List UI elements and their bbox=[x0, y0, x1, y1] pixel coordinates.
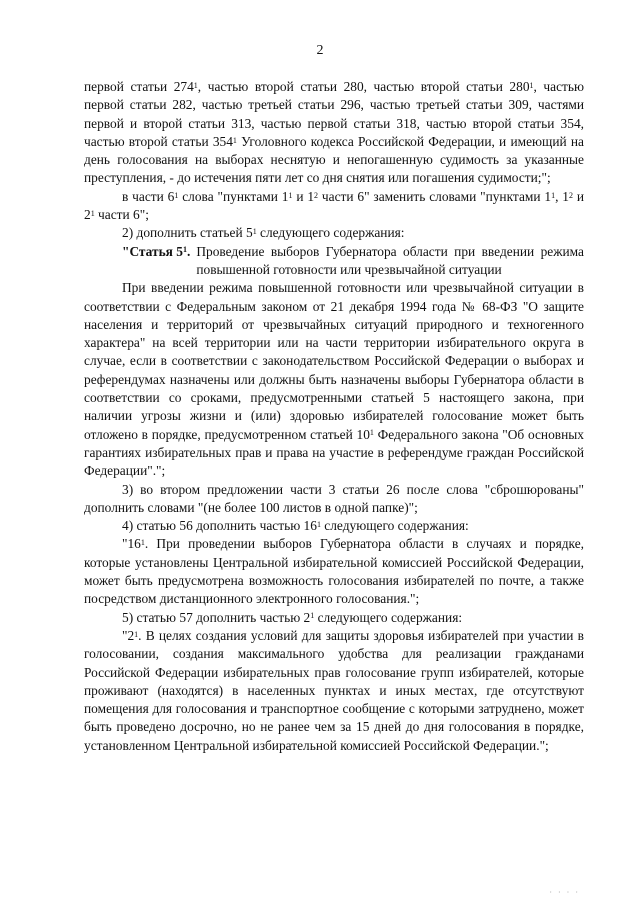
article-heading bbox=[84, 243, 584, 280]
document-body bbox=[84, 78, 584, 755]
paragraph-item-2: 2) дополнить статьей $5^1$ следующего содержания: bbox=[122, 225, 405, 241]
paragraph-criminal-code-list: первой статьи $274^1$, частью второй статьи 280, частью второй статьи $280^1$, частью первой статьи 282, частью третьей статьи 296, частью третьей статьи 309, частями первой и второй статьи 313, частью первой статьи 318, частью второй статьи 354, частью второй статьи $354^1$ Уголовного кодекса Российской Федерации, и имеющий на день голосования на выборах неснятую и непогашенную судимость за указанные преступления, - до истечения пяти лет со дня снятия или погашения судимости;"; bbox=[84, 79, 585, 186]
article-title: Проведение выборов Губернатора области при введении режима повышенной готовности или чрезвычайной ситуации bbox=[196, 243, 584, 277]
paragraph-part-16-1: "$16^1$. При проведении выборов Губернатора области в случаях и порядке, которые установлены Центральной избирательной комиссией Российской Федерации, может быть предусмотрена возможность голосования избирателей по почте, а также посредством дистанционного электронного голосования."; bbox=[84, 536, 584, 607]
paragraph-item-5: 5) статью 57 дополнить частью $2^1$ следующего содержания: bbox=[122, 609, 463, 625]
page-number: 2 bbox=[316, 43, 324, 58]
scan-corner-mark: · · · · bbox=[549, 888, 580, 897]
article-label: "Статья $5^1$. bbox=[122, 243, 191, 259]
paragraph-item-3: 3) во втором предложении части 3 статьи 26 после слова "сброшюрованы" дополнить словами "(не более 100 листов в одной папке)"; bbox=[84, 481, 584, 515]
paragraph-emergency-postponement: При введении режима повышенной готовности или чрезвычайной ситуации в соответствии с Федеральным законом от 21 декабря 1994 года № 68-ФЗ "О защите населения и территорий от чрезвычайных ситуаций природного и техногенного характера" на всей территории или на части территории избирательного округа в случае, если в соответствии с законодательством Российской Федерации о выборах и референдумах назначены или должны быть назначены выборы Губернатора области в соответствии со сроками, предусмотренными статьей 5 настоящего закона, при наличии угрозы жизни и (или) здоровью избирателей голосование может быть отложено в порядке, предусмотренном статьей $10^1$ Федерального закона "Об основных гарантиях избирательных прав и права на участие в референдуме граждан Российской Федерации"."; bbox=[84, 280, 584, 479]
paragraph-item-4: 4) статью 56 дополнить частью $16^1$ следующего содержания: bbox=[122, 518, 469, 534]
paragraph-part-6-amendment: в части $6^1$ слова "пунктами $1^1$ и $1^2$ части 6" заменить словами "пунктами $1^1$, $1^2$ и $2^1$ части 6"; bbox=[84, 188, 585, 223]
paragraph-part-2-1: "$2^1$. В целях создания условий для защиты здоровья избирателей при участии в голосовании, создания максимального удобства для реализации гражданами Российской Федерации избирательных прав голосование групп избирателей, которые проживают (находятся) в населенных пунктах и иных местах, где отсутствуют помещения для голосования и транспортное сообщение с которыми затруднено, может быть проведено досрочно, но не ранее чем за 15 дней до дня голосования в порядке, установленном Центральной избирательной комиссией Российской Федерации."; bbox=[84, 627, 584, 753]
